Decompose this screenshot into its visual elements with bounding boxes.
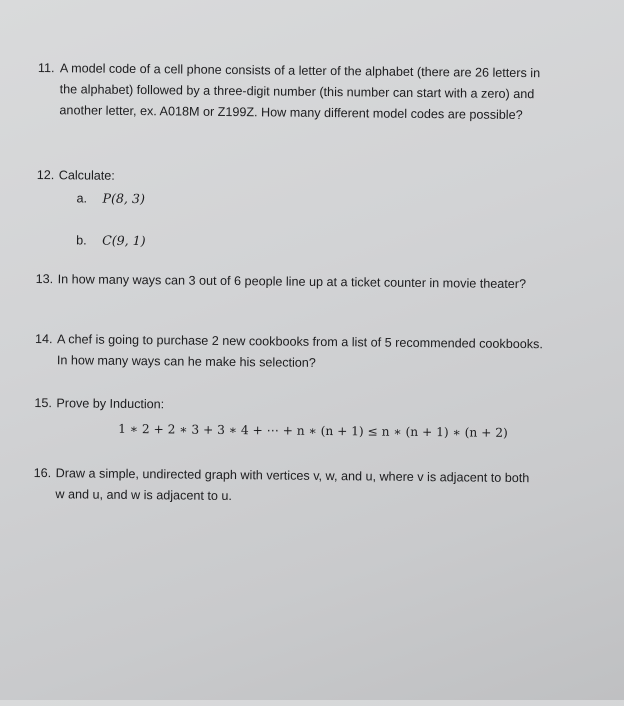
question-title: Calculate:: [58, 168, 115, 183]
question-12b: [76, 229, 146, 252]
question-text: [59, 58, 540, 126]
math-expression: C(9, 1): [102, 232, 146, 249]
question-number: 16.: [33, 465, 52, 481]
question-line: In how many ways can he make his selection?: [56, 353, 316, 370]
question-line: A model code of a cell phone consists of a letter of the alphabet (there are 26 letters in: [59, 61, 541, 81]
question-number: 11.: [37, 60, 55, 76]
question-line: A chef is going to purchase 2 new cookbooks from a list of 5 recommended cookbooks.: [57, 332, 543, 352]
question-12: [37, 165, 337, 190]
question-line: Draw a simple, undirected graph with vertices v, w, and u, where v is adjacent to both: [55, 466, 530, 486]
question-number: 13.: [35, 271, 54, 287]
question-line: w and u, and w is adjacent to u.: [55, 487, 232, 504]
induction-equation: 1 ∗ 2 + 2 ∗ 3 + 3 ∗ 4 + ⋯ + n ∗ (n + 1) ≤ n ∗ (n + 1) ∗ (n + 2): [118, 421, 508, 440]
question-number: 12.: [36, 167, 55, 183]
question-text: [57, 329, 543, 376]
question-12a: [76, 187, 145, 210]
math-expression: P(8, 3): [102, 190, 145, 207]
subpart-label: b.: [76, 233, 87, 248]
question-11: [37, 58, 608, 130]
question-14: [35, 329, 605, 379]
question-16: [33, 463, 603, 513]
question-title: Prove by Induction:: [56, 396, 165, 412]
question-text: [55, 463, 529, 510]
question-15: [34, 393, 334, 418]
subpart-label: a.: [76, 191, 88, 206]
question-text: In how many ways can 3 out of 6 people line up at a ticket counter in movie theater?: [57, 272, 527, 292]
question-number: 15.: [34, 395, 52, 411]
question-line: another letter, ex. A018M or Z199Z. How many different model codes are possible?: [59, 103, 523, 123]
question-line: the alphabet) followed by a three-digit number (this number can start with a zero) and: [59, 82, 535, 102]
question-13: [36, 269, 606, 297]
question-number: 14.: [35, 331, 53, 347]
